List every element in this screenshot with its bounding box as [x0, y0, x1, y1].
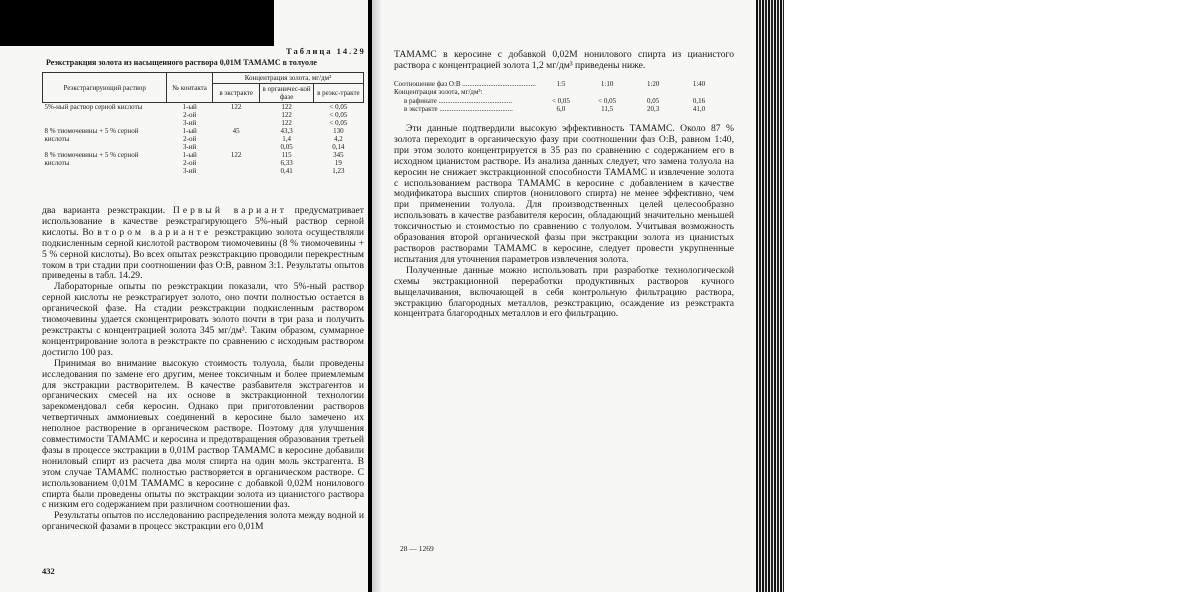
cell-reagent: 8 % тиомочевины + 5 % серной: [44, 127, 139, 135]
table-row: [392, 80, 722, 88]
cell-organic: 0,05: [280, 143, 293, 151]
cell-organic: 122: [281, 111, 292, 119]
cell-reextract: 130: [333, 127, 344, 135]
cell-reextract: 4,2: [333, 135, 343, 143]
paragraph: Эти данные подтвердили высокую эффективность ТАМАМС. Около 87 % золота переходит в органическую фазу при соотношении фаз О:В, равном 1:40, при этом золото концентрируется в 35 раз по сравнению с содержанием его в исходном цианистом растворе. Из анализа данных следует, что замена толуола на керосин не снижает экстракционной способности ТАМАМС и извлечение золота с использованием раствора ТАМАМС в керосине с добавлением в качестве модификатора высших спиртов (нонилового спирта) не менее эффективно, чем при применении толуола. Для производственных целей целесообразно использовать в качестве разбавителя керосин, обладающий значительно меньшей токсичностью и стоимостью по сравнению с толуолом. Учитывая возможность образования второй органической фазы при экстракции золота из цианистых растворов растворами ТАМАМС в керосине, следует провести укрупненные испытания для уточнения параметров извлечения золота.: [394, 123, 734, 265]
cell-extract: 45: [232, 127, 240, 135]
cell-extract: [212, 119, 260, 127]
row-label: Соотношение фаз О:В ..........................................: [394, 80, 536, 88]
text-span: два варианта реэкстракции.: [42, 205, 173, 216]
cell-reagent: кислоты: [44, 135, 70, 143]
paragraph: Лабораторные опыты по реэкстракции показали, что 5%-ный раствор серной кислоты не реэкстрагирует золото, оно почти полностью остается в органической фазе. На стадии реэкстракции подкисленным раствором тиомочевины удается сконцентрировать золото почти в три раза и получить реэкстракты с концентрацией золота 345 мг/дм³. Таким образом, суммарное концентрирование золота в реэкстракте по сравнению с исходным раствором достигло 100 раз.: [42, 281, 364, 358]
cell-value: 6,0: [556, 104, 566, 113]
cell-organic: 122: [260, 103, 313, 112]
cell-reextract: < 0,05: [313, 103, 363, 112]
paragraph: [42, 206, 364, 282]
right-page: [372, 0, 756, 592]
cell-contact: 3-ий: [182, 143, 197, 151]
spaced-text: втором варианте: [97, 226, 212, 238]
cell-contact: 3-ий: [182, 119, 197, 127]
paragraph: Полученные данные можно использовать при разработке технологической схемы экстракционной переработки продуктивных растворов кучного выщелачивания, включающей в себя контрольную фильтрацию раствора, экстракцию благородных металлов, реэкстракцию, осаждение из реэкстракта концентрата благородных металлов и его фильтрацию.: [394, 264, 734, 320]
cell-reextract: < 0,05: [329, 119, 348, 127]
table-row: [43, 111, 364, 119]
cell-contact: 1-ый: [182, 127, 197, 135]
cell-extract: [212, 159, 260, 167]
header-organic: в органичес-кой фазе: [260, 84, 313, 103]
header-reextract: в реэкс-тракте: [313, 84, 363, 103]
row-label: в рафинате ..........................................: [404, 96, 513, 105]
cell-reagent: 8 % тиомочевины + 5 % серной: [44, 151, 139, 159]
cell-value: 11,5: [601, 104, 614, 113]
header-extract: в экстракте: [212, 84, 260, 103]
cell-reextract: 19: [334, 159, 342, 167]
cell-value: 0,16: [692, 96, 706, 105]
cell-value: 41,0: [692, 104, 706, 113]
cell-reextract: 1,23: [332, 167, 345, 175]
header-contact: № контакта: [167, 73, 212, 103]
table-caption: Реэкстракция золота из насыщенного раствора 0,01М ТАМАМС в толуоле: [46, 58, 317, 67]
cell-organic: 43,3: [280, 127, 293, 135]
table-row: [43, 151, 364, 159]
text-span: предусматривает использование в качестве реэкстрагирующего 5%-ный раствор серной кислоты. Во: [42, 205, 365, 238]
blank-background: [784, 0, 1200, 592]
cell-extract: [212, 135, 260, 143]
header-concentration: Концентрация золота, мг/дм³: [212, 73, 363, 84]
cell-reagent: кислоты: [44, 159, 70, 167]
paragraph: Результаты опытов по исследованию распределения золота между водной и органической фазами в процесс экстракции его 0,01М: [42, 510, 364, 533]
cell-extract: [212, 111, 260, 119]
table-row: [392, 105, 722, 113]
signature-mark: 28 — 1269: [400, 544, 434, 553]
cell-reextract: 345: [333, 151, 344, 159]
paragraph: Принимая во внимание высокую стоимость толуола, были проведены исследования по замене его другим, менее токсичным и более приемлемым для экстракции растворителем. В качестве разбавителя экстрагентов и органических смесей на их основе в экстракционной технологии зарекомендовал себя керосин. Однако при приготовлении растворов четвертичных аммониевых соединений в керосине было замечено их неполное растворение в органическом растворе. Поэтому для улучшения совместимости ТАМАМС и керосина и предотвращения образования третьей фазы в процессе экстракции в 0,01М раствор ТАМАМС в керосине добавили нониловый спирт из расчета два моля спирта на один моль экстрагента. В этом случае ТАМАМС полностью растворяется в органическом растворе. С использованием 0,01М ТАМАМС в керосине с добавкой 0,02М нонилового спирта были проведены опыты по экстракции золота из цианистого раствора с низким его содержанием при различном соотношении фаз.: [42, 357, 364, 511]
scan-black-region: [0, 0, 274, 46]
cell-organic: 122: [281, 119, 292, 127]
cell-value: < 0,05: [598, 96, 617, 105]
cell-organic: 1,4: [282, 135, 291, 143]
table-row: [43, 135, 364, 143]
cell-value: 1:10: [600, 80, 614, 88]
table-row: [43, 167, 364, 175]
table-row: [43, 127, 364, 135]
cell-extract: [212, 143, 260, 151]
table-row: [43, 119, 364, 127]
cell-extract: 122: [230, 151, 242, 159]
cell-value: 0,05: [647, 96, 660, 105]
cell-reagent: [43, 111, 167, 119]
header-reextractant: Реэкстрагирующий раствор: [43, 73, 167, 103]
gutter-shadow: [372, 0, 382, 592]
cell-reagent: [43, 167, 167, 175]
cell-reextract: 0,14: [332, 143, 345, 151]
text-span: реэкстракцию золота осуществляли подкисленным серной кислотой раствором тиомочевины (8 % тиомочевины + 5 % серной кислоты). Во всех опытах реэкстракцию проводили перекрестным током в три стадии при соотношении фаз О:В, равном 3:1. Результаты опытов приведены в табл. 14.29.: [42, 226, 364, 282]
spaced-text: Первый вариант: [172, 205, 287, 216]
cell-extract: [212, 167, 260, 175]
table-row: [392, 88, 722, 96]
cell-contact: 2-ой: [183, 135, 197, 143]
left-body-text: [42, 206, 364, 533]
cell-contact: 3-ий: [182, 167, 197, 175]
cell-reagent: [43, 143, 167, 151]
cell-reagent: [43, 119, 167, 127]
cell-reextract: < 0,05: [329, 111, 348, 119]
cell-contact: 2-ой: [183, 159, 197, 167]
cell-organic: 6,33: [280, 159, 293, 167]
paragraph: ТАМАМС в керосине с добавкой 0,02М нонилового спирта из цианистого раствора с концентрацией золота 1,2 мг/дм³ приведены ниже.: [394, 49, 734, 71]
table-row: [392, 97, 722, 105]
row-label: в экстракте ..........................................: [404, 104, 513, 113]
row-label: Концентрация золота, мг/дм³:: [394, 88, 483, 97]
phase-ratio-table: [392, 80, 722, 113]
table-row: [43, 103, 364, 112]
reextraction-table: [42, 72, 364, 175]
cell-contact: 1-ый: [182, 151, 197, 159]
table-row: [43, 159, 364, 167]
cell-value: < 0,05: [551, 96, 570, 105]
cell-value: 1:40: [692, 80, 706, 88]
cell-organic: 115: [281, 151, 292, 159]
table-row: [43, 143, 364, 151]
cell-organic: 0,41: [280, 167, 293, 175]
cell-reagent: 5%-ный раствор серной кислоты: [43, 103, 167, 112]
right-body-text: [394, 124, 734, 320]
left-page: [0, 0, 368, 592]
cell-contact: 1-ый: [167, 103, 212, 112]
book-page-edges: [756, 0, 784, 592]
right-intro-text: [394, 50, 734, 72]
table-label: Таблица 14.29: [286, 46, 366, 56]
cell-contact: 2-ой: [183, 111, 197, 119]
cell-value: 20,3: [647, 104, 660, 113]
page-number: 432: [42, 566, 55, 576]
cell-value: 1:20: [646, 80, 660, 88]
cell-value: 1:5: [556, 80, 566, 88]
cell-extract: 122: [212, 103, 260, 112]
